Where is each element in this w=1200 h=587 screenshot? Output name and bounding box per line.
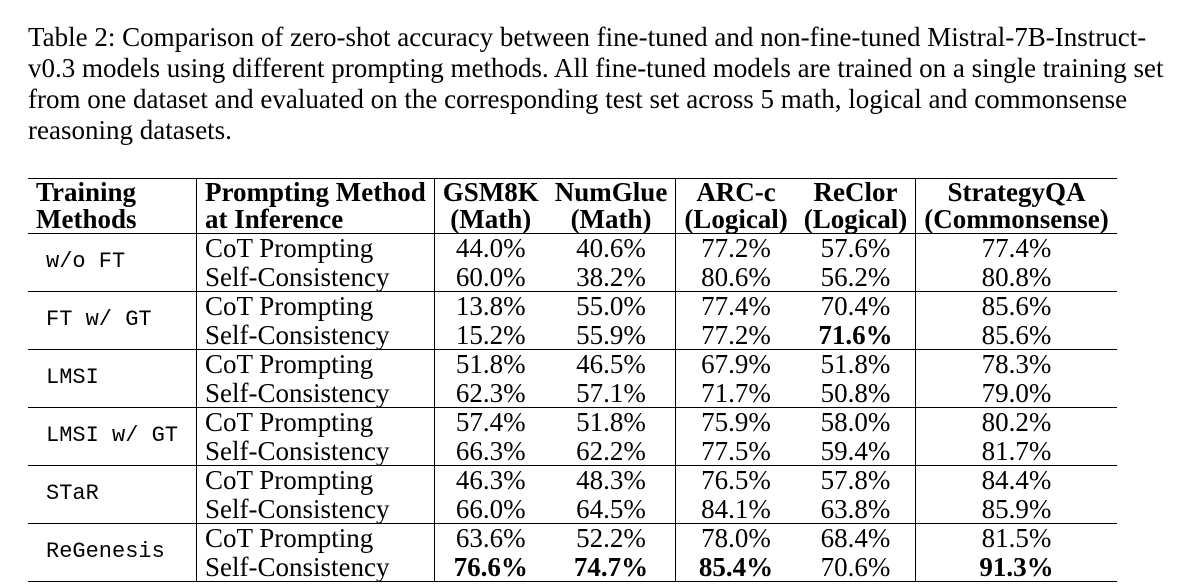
cell-arc-c: 77.5% [676,437,796,466]
cell-reclor: 50.8% [820,377,891,408]
prompting-method: Self-Consistency [197,321,435,350]
header-numglue: NumGlue (Math) [554,177,668,234]
training-method: LMSI [46,365,99,391]
prompting-method: Self-Consistency [197,437,435,466]
cell-strategyqa: 85.9% [916,495,1117,524]
cell-reclor: 57.6% [820,233,891,263]
prompting-method: CoT Prompting [197,524,435,553]
cell-numglue: 48.3% [576,465,646,495]
cell-strategyqa: 78.3% [916,350,1117,379]
training-method: LMSI w/ GT [46,423,179,449]
table-row [28,466,1117,495]
cell-numglue-best: 74.7% [573,551,649,582]
results-table [28,178,1117,582]
cell-strategyqa: 80.2% [916,408,1117,437]
header-reclor: ReClor (Logical) [803,177,908,234]
cell-gsm8k: 60.0% [434,263,547,292]
cell-reclor: 70.6% [820,551,891,582]
group-regenesis [28,524,1117,582]
prompting-method: CoT Prompting [197,350,435,379]
cell-strategyqa: 81.5% [916,524,1117,553]
training-method: STaR [46,481,99,507]
table-caption: Table 2: Comparison of zero-shot accuracy between fine-tuned and non-fine-tuned Mistral-7B-Instruct-v0.3 models using different prompting methods. All fine-tuned models are trained on a single training set from one dataset and evaluated on the corresponding test set across 5 math, logical and commonsense reasoning datasets. [28,22,1164,145]
training-method: w/o FT [46,249,126,275]
cell-numglue: 55.0% [576,291,646,321]
cell-numglue: 52.2% [576,523,646,553]
cell-arc-c: 77.2% [676,234,796,263]
group-lmsi-w-gt [28,408,1117,466]
training-method: FT w/ GT [46,307,152,333]
table-row [28,408,1117,437]
cell-reclor: 68.4% [820,523,891,553]
cell-reclor: 70.4% [820,291,891,321]
cell-reclor: 56.2% [820,261,891,292]
table-row [28,234,1117,263]
group-star [28,466,1117,524]
cell-strategyqa: 79.0% [916,379,1117,408]
table-row [28,292,1117,321]
cell-gsm8k: 44.0% [434,234,547,263]
cell-gsm8k: 66.0% [434,495,547,524]
cell-arc-c: 71.7% [676,379,796,408]
cell-strategyqa: 81.7% [916,437,1117,466]
header-training-methods: Training Methods [36,177,137,234]
table-row [28,350,1117,379]
group-lmsi [28,350,1117,408]
cell-numglue: 62.2% [576,435,646,466]
cell-arc-c: 67.9% [676,350,796,379]
cell-gsm8k: 51.8% [434,350,547,379]
cell-gsm8k: 62.3% [434,379,547,408]
prompting-method: Self-Consistency [197,263,435,292]
group-wo-ft [28,234,1117,292]
prompting-method: CoT Prompting [197,466,435,495]
cell-arc-c: 77.2% [676,321,796,350]
prompting-method: Self-Consistency [197,495,435,524]
cell-arc-c-best: 85.4% [676,553,796,582]
cell-arc-c: 84.1% [676,495,796,524]
cell-strategyqa-best: 91.3% [916,553,1117,582]
cell-reclor: 58.0% [820,407,891,437]
cell-strategyqa: 84.4% [916,466,1117,495]
header-prompting-method: Prompting Method at Inference [197,179,435,234]
cell-arc-c: 80.6% [676,263,796,292]
cell-strategyqa: 77.4% [916,234,1117,263]
cell-reclor: 63.8% [820,493,891,524]
cell-reclor: 59.4% [820,435,891,466]
group-ft-w-gt [28,292,1117,350]
prompting-method: Self-Consistency [197,379,435,408]
header-arc-c: ARC-c (Logical) [676,179,796,234]
cell-gsm8k: 13.8% [434,292,547,321]
cell-numglue: 64.5% [576,493,646,524]
table-row [28,524,1117,553]
prompting-method: CoT Prompting [197,292,435,321]
cell-numglue: 46.5% [576,349,646,379]
cell-numglue: 55.9% [576,319,646,350]
cell-reclor: 51.8% [820,349,891,379]
prompting-method: CoT Prompting [197,234,435,263]
training-method: ReGenesis [46,539,165,565]
header-strategyqa: StrategyQA (Commonsense) [916,179,1117,234]
cell-numglue: 57.1% [576,377,646,408]
header-gsm8k: GSM8K (Math) [434,179,547,234]
prompting-method: CoT Prompting [197,408,435,437]
cell-arc-c: 76.5% [676,466,796,495]
cell-gsm8k: 46.3% [434,466,547,495]
cell-gsm8k: 15.2% [434,321,547,350]
cell-arc-c: 77.4% [676,292,796,321]
cell-reclor-best: 71.6% [818,319,893,350]
cell-numglue: 38.2% [576,261,646,292]
cell-gsm8k-best: 76.6% [434,553,547,582]
cell-strategyqa: 85.6% [916,321,1117,350]
cell-arc-c: 75.9% [676,408,796,437]
cell-gsm8k: 63.6% [434,524,547,553]
cell-reclor: 57.8% [820,465,891,495]
cell-strategyqa: 85.6% [916,292,1117,321]
cell-numglue: 51.8% [576,407,646,437]
cell-gsm8k: 57.4% [434,408,547,437]
prompting-method: Self-Consistency [197,553,435,582]
cell-numglue: 40.6% [576,233,646,263]
cell-gsm8k: 66.3% [434,437,547,466]
cell-arc-c: 78.0% [676,524,796,553]
header-row [28,179,1117,234]
cell-strategyqa: 80.8% [916,263,1117,292]
